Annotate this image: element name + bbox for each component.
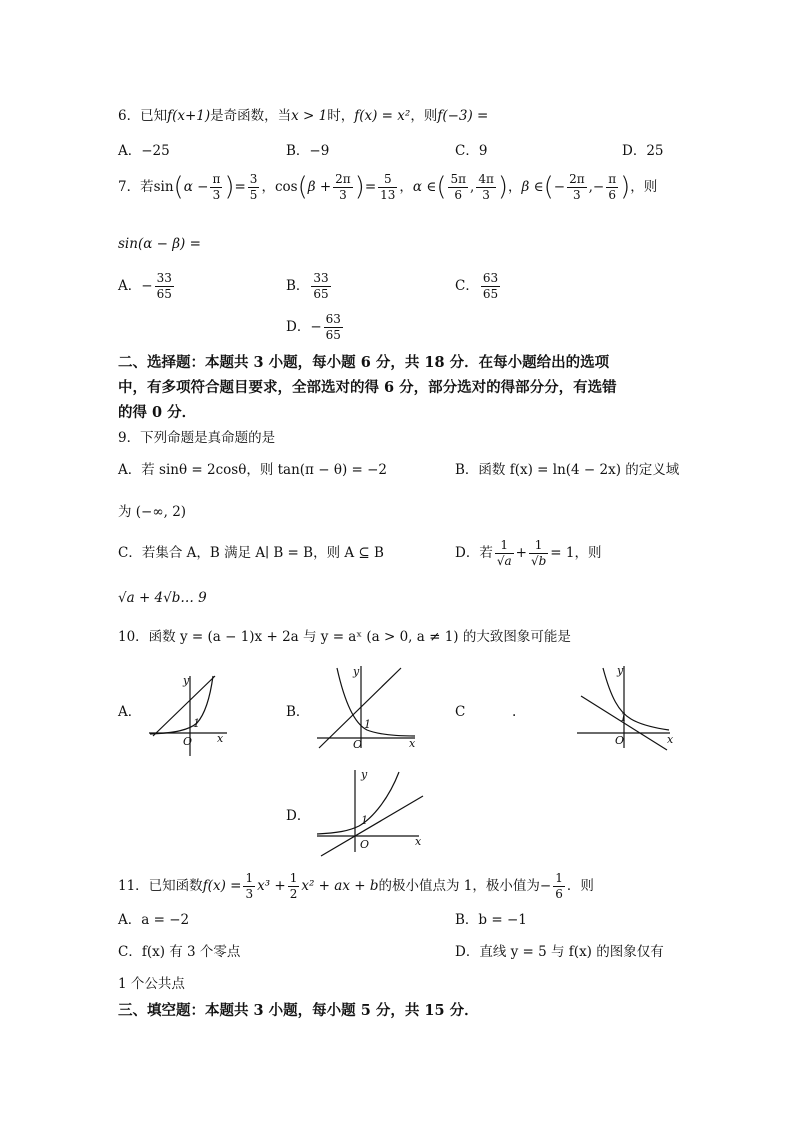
- fraction: [248, 172, 260, 203]
- q6-number: 6．: [118, 108, 141, 124]
- denominator: √a: [496, 554, 512, 568]
- q11-text: 11．已知函数: [118, 878, 203, 894]
- numerator: 1: [495, 538, 514, 554]
- numerator: 5: [378, 172, 397, 188]
- separator: ，: [508, 179, 522, 196]
- q6-option-b: B．−9: [286, 143, 330, 159]
- q11-option-b: B．b = −1: [455, 912, 527, 928]
- minus: −: [592, 179, 605, 196]
- section2-line3: 的得 0 分．: [118, 404, 197, 421]
- q11-math: x³ +: [257, 878, 286, 894]
- q7-then: ，则: [630, 179, 658, 196]
- fraction: [324, 312, 343, 343]
- q7-line2: sin(α − β) =: [118, 236, 201, 252]
- axis-label-x: x: [409, 737, 416, 750]
- origin-label: O: [353, 738, 363, 751]
- q7-stem: [118, 172, 657, 203]
- q6-math: f(−3) =: [437, 108, 489, 124]
- q9-option-d: [455, 538, 601, 569]
- fraction: [288, 871, 300, 902]
- line-curve: [321, 796, 423, 856]
- axis-label-x: x: [667, 733, 674, 746]
- q7-alpha-in: α ∈: [412, 179, 437, 196]
- option-label: D．: [286, 319, 311, 335]
- fraction: [378, 172, 397, 203]
- q7-cos-arg: β +: [307, 179, 332, 196]
- q9-option-b: B．函数 f(x) = ln(4 − 2x) 的定义域: [455, 462, 680, 478]
- graph-c: [575, 664, 675, 752]
- q7-option-b: [286, 271, 333, 302]
- separator: ，: [261, 179, 275, 196]
- denominator: 3: [245, 887, 254, 901]
- q7-option-d: [286, 312, 345, 343]
- one-label: 1: [620, 711, 627, 724]
- graph-a: [145, 670, 230, 760]
- equals: =: [234, 179, 246, 196]
- q10-label-d: D．: [286, 808, 311, 824]
- section3-heading: 三、填空题：本题共 3 小题，每小题 5 分，共 15 分．: [118, 1002, 479, 1019]
- q11-math: f(x) =: [202, 878, 242, 894]
- comma: ,: [470, 179, 475, 196]
- q7-option-a: [118, 271, 176, 302]
- q6-option-c: C．9: [455, 143, 488, 159]
- fraction: [553, 871, 565, 902]
- graph-d: [315, 768, 425, 858]
- numerator: 1: [289, 871, 298, 885]
- one-label: 1: [364, 718, 371, 731]
- origin-label: O: [183, 735, 193, 748]
- paren-close: ): [224, 172, 235, 202]
- denominator: 65: [313, 287, 329, 301]
- q6-option-a: A．−25: [118, 143, 170, 159]
- fraction: [476, 172, 496, 203]
- numerator: 1: [529, 538, 548, 554]
- denominator: 3: [482, 188, 490, 203]
- q7-sin: sin: [153, 179, 174, 196]
- denominator: 5: [249, 188, 258, 203]
- section2-line2: 中，有多项符合题目要求，全部选对的得 6 分，部分选对的得部分分，有选错: [118, 379, 617, 396]
- q6-math: x > 1: [291, 108, 328, 124]
- separator: ，: [399, 179, 413, 196]
- equals: =: [364, 179, 377, 196]
- numerator: 1: [555, 871, 563, 885]
- q9-stem: 9．下列命题是真命题的是: [118, 430, 276, 446]
- q10-label-c: C: [455, 704, 466, 720]
- paren-open: (: [297, 172, 308, 202]
- q10-label-a: A．: [118, 704, 142, 720]
- q6-text: 时，: [327, 108, 355, 124]
- denominator: 65: [325, 328, 341, 342]
- q11-text: ．则: [566, 878, 594, 894]
- numerator: 1: [245, 871, 254, 885]
- option-label: C．: [455, 278, 479, 294]
- q9-option-d-cont: √a + 4√b… 9: [118, 590, 207, 606]
- denominator: 6: [608, 188, 616, 203]
- axis-label-x: x: [415, 835, 422, 848]
- origin-label: O: [615, 734, 625, 747]
- q11-text: 的极小值点为 1，极小值为: [378, 878, 540, 894]
- q11-option-d-cont: 1 个公共点: [118, 976, 185, 992]
- numerator: 33: [313, 271, 329, 285]
- numerator: 5π: [450, 172, 467, 187]
- one-label: 1: [361, 814, 368, 827]
- numerator: π: [608, 172, 617, 187]
- q7-sin-arg: α −: [183, 179, 209, 196]
- numerator: 33: [156, 271, 172, 285]
- fraction: [567, 172, 587, 203]
- numerator: 4π: [478, 172, 494, 187]
- q9-d-suffix: = 1，则: [550, 545, 602, 561]
- graph-b: [315, 664, 420, 750]
- q11-stem: [118, 871, 594, 902]
- numerator: 2π: [335, 172, 351, 187]
- exp-curve: [603, 668, 669, 730]
- fraction: [448, 172, 468, 203]
- paren-open: (: [173, 172, 184, 202]
- axis-label-y: y: [183, 674, 190, 687]
- origin-label: O: [360, 838, 370, 851]
- denominator: 6: [454, 188, 463, 203]
- q7-option-c: [455, 271, 502, 302]
- numerator: 63: [325, 312, 341, 326]
- q6-text: ，则: [410, 108, 438, 124]
- denominator: 3: [339, 188, 347, 203]
- numerator: 2π: [569, 172, 585, 187]
- q9-option-a: A．若 sinθ = 2cosθ，则 tan(π − θ) = −2: [118, 462, 388, 478]
- paren-open: (: [436, 172, 447, 202]
- minus: −: [141, 278, 153, 294]
- q10-dot-c: .: [512, 704, 517, 720]
- option-label: B．: [286, 278, 310, 294]
- axis-label-y: y: [617, 664, 624, 677]
- denominator: 6: [555, 887, 563, 901]
- minus: −: [553, 179, 566, 196]
- q7-beta-in: β ∈: [521, 179, 544, 196]
- paren-close: ): [620, 172, 631, 202]
- q6-math: f(x+1): [167, 108, 211, 124]
- fraction: [311, 271, 330, 302]
- numerator: π: [212, 172, 221, 187]
- paren-open: (: [543, 172, 554, 202]
- q6-text: 是奇函数，当: [210, 108, 292, 124]
- q10-stem: 10．函数 y = (a − 1)x + 2a 与 y = aˣ (a > 0, a ≠ 1) 的大致图象可能是: [118, 629, 571, 645]
- exp-curve: [150, 676, 213, 734]
- fraction: [606, 172, 618, 203]
- q11-option-c: C．f(x) 有 3 个零点: [118, 944, 241, 960]
- axis-label-y: y: [361, 768, 368, 781]
- one-label: 1: [193, 717, 200, 730]
- line-curve: [319, 668, 401, 748]
- fraction: [155, 271, 174, 302]
- denominator: √b: [530, 554, 547, 568]
- fraction: [210, 172, 222, 203]
- comma: ,: [588, 179, 593, 196]
- numerator: 63: [482, 271, 499, 285]
- minus: −: [310, 319, 322, 335]
- q10-label-b: B．: [286, 704, 310, 720]
- option-label: A．: [118, 278, 142, 294]
- q6-text: 已知: [140, 108, 168, 124]
- fraction: [243, 871, 255, 902]
- exp-curve: [317, 772, 399, 834]
- fraction: [495, 538, 514, 569]
- minus: −: [539, 878, 552, 894]
- section2-line1: 二、选择题：本题共 3 小题，每小题 6 分，共 18 分．在每小题给出的选项: [118, 354, 610, 371]
- fraction: [529, 538, 548, 569]
- exp-curve: [337, 668, 415, 736]
- denominator: 13: [380, 188, 396, 203]
- denominator: 65: [156, 287, 172, 301]
- q7-cos: cos: [274, 179, 298, 196]
- q11-option-d: D．直线 y = 5 与 f(x) 的图象仅有: [455, 944, 664, 960]
- paren-close: ): [354, 172, 365, 202]
- q9-option-c: C．若集合 A，B 满足 A∣ B = B，则 A ⊆ B: [118, 545, 384, 561]
- numerator: 3: [249, 172, 258, 187]
- denominator: 3: [212, 188, 221, 203]
- q7-number: 7．若: [118, 179, 154, 196]
- fraction: [333, 172, 353, 203]
- denominator: 3: [573, 188, 581, 203]
- axis-label-y: y: [353, 665, 360, 678]
- q11-option-a: A．a = −2: [118, 912, 190, 928]
- axis-label-x: x: [217, 732, 224, 745]
- fraction: [481, 271, 500, 302]
- denominator: 65: [482, 287, 499, 301]
- q6-stem: [118, 108, 488, 124]
- option-label: D．若: [455, 545, 493, 561]
- denominator: 2: [289, 887, 298, 901]
- plus: +: [515, 545, 527, 561]
- q6-option-d: D．25: [622, 143, 664, 159]
- q11-math: x² + ax + b: [301, 878, 379, 894]
- q9-option-b-cont: 为 (−∞, 2): [118, 504, 187, 520]
- q6-math: f(x) = x²: [354, 108, 411, 124]
- paren-close: ): [497, 172, 508, 202]
